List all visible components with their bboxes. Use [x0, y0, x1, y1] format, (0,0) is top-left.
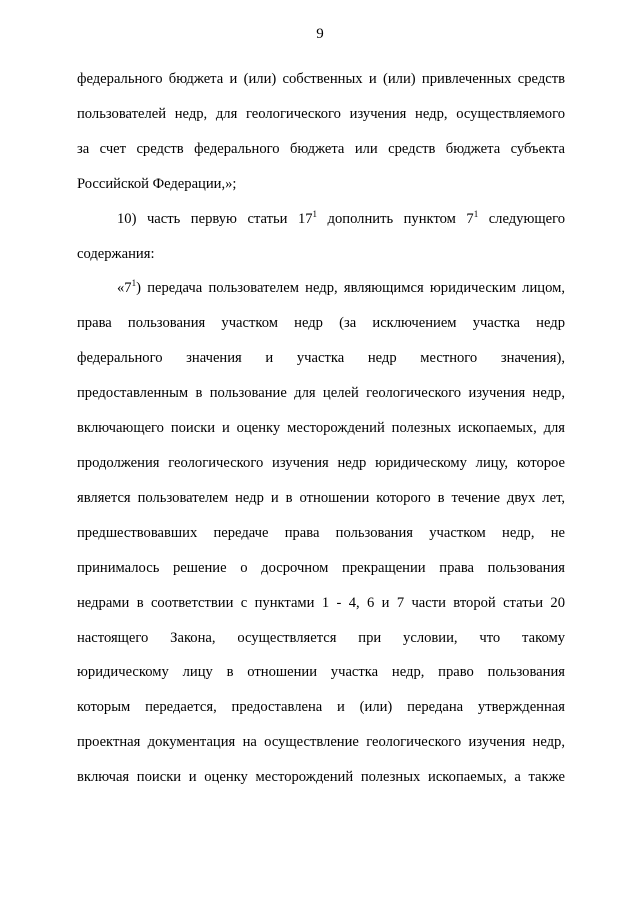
text-line: пользователей недр, для геологического изучения недр, осуществляемого [77, 105, 565, 122]
text-line: предшествовавших передаче права пользования участком недр, не [77, 524, 565, 541]
text-line: является пользователем недр и в отношении которого в течение двух лет, [77, 489, 565, 506]
text-line: предоставленным в пользование для целей геологического изучения недр, [77, 385, 565, 402]
text-line: содержания: [77, 245, 155, 262]
paragraph [77, 271, 565, 795]
text-line [77, 202, 565, 237]
text-line [77, 271, 565, 306]
text-line: недрами в соответствии с пунктами 1 - 4, 6 и 7 части второй статьи 20 [77, 594, 565, 611]
superscript: 1 [473, 208, 479, 219]
text-line: федерального значения и участка недр местного значения), [77, 350, 565, 367]
page-number: 9 [316, 26, 324, 42]
document-body [77, 62, 565, 795]
text-segment: дополнить пунктом 7 [317, 210, 474, 227]
text-segment: следующего [478, 210, 565, 227]
text-line: федерального бюджета и (или) собственных и (или) привлеченных средств [77, 71, 565, 87]
paragraph [77, 202, 565, 272]
text-line: включая поиски и оценку месторождений полезных ископаемых, а также [77, 769, 565, 786]
text-line: включающего поиски и оценку месторождений полезных ископаемых, для [77, 420, 565, 437]
text-line: Российской Федерации,»; [77, 175, 237, 192]
text-line: проектная документация на осуществление геологического изучения недр, [77, 734, 565, 751]
text-segment: ) передача пользователем недр, являющимся юридическим лицом, [136, 280, 565, 297]
text-segment: 10) часть первую статьи 17 [117, 210, 313, 227]
text-line: за счет средств федерального бюджета или средств бюджета субъекта [77, 140, 565, 157]
text-line: принималось решение о досрочном прекращении права пользования [77, 559, 565, 576]
paragraph [77, 62, 565, 202]
text-line: права пользования участком недр (за исключением участка недр [77, 315, 565, 332]
text-line: настоящего Закона, осуществляется при условии, что такому [77, 629, 565, 646]
superscript: 1 [312, 208, 318, 219]
text-line: которым передается, предоставлена и (или) передана утвержденная [77, 699, 565, 716]
text-line: юридическому лицу в отношении участка недр, право пользования [77, 664, 565, 681]
superscript: 1 [131, 278, 137, 289]
text-segment: «7 [117, 280, 132, 297]
text-line: продолжения геологического изучения недр юридическому лицу, которое [77, 454, 565, 471]
